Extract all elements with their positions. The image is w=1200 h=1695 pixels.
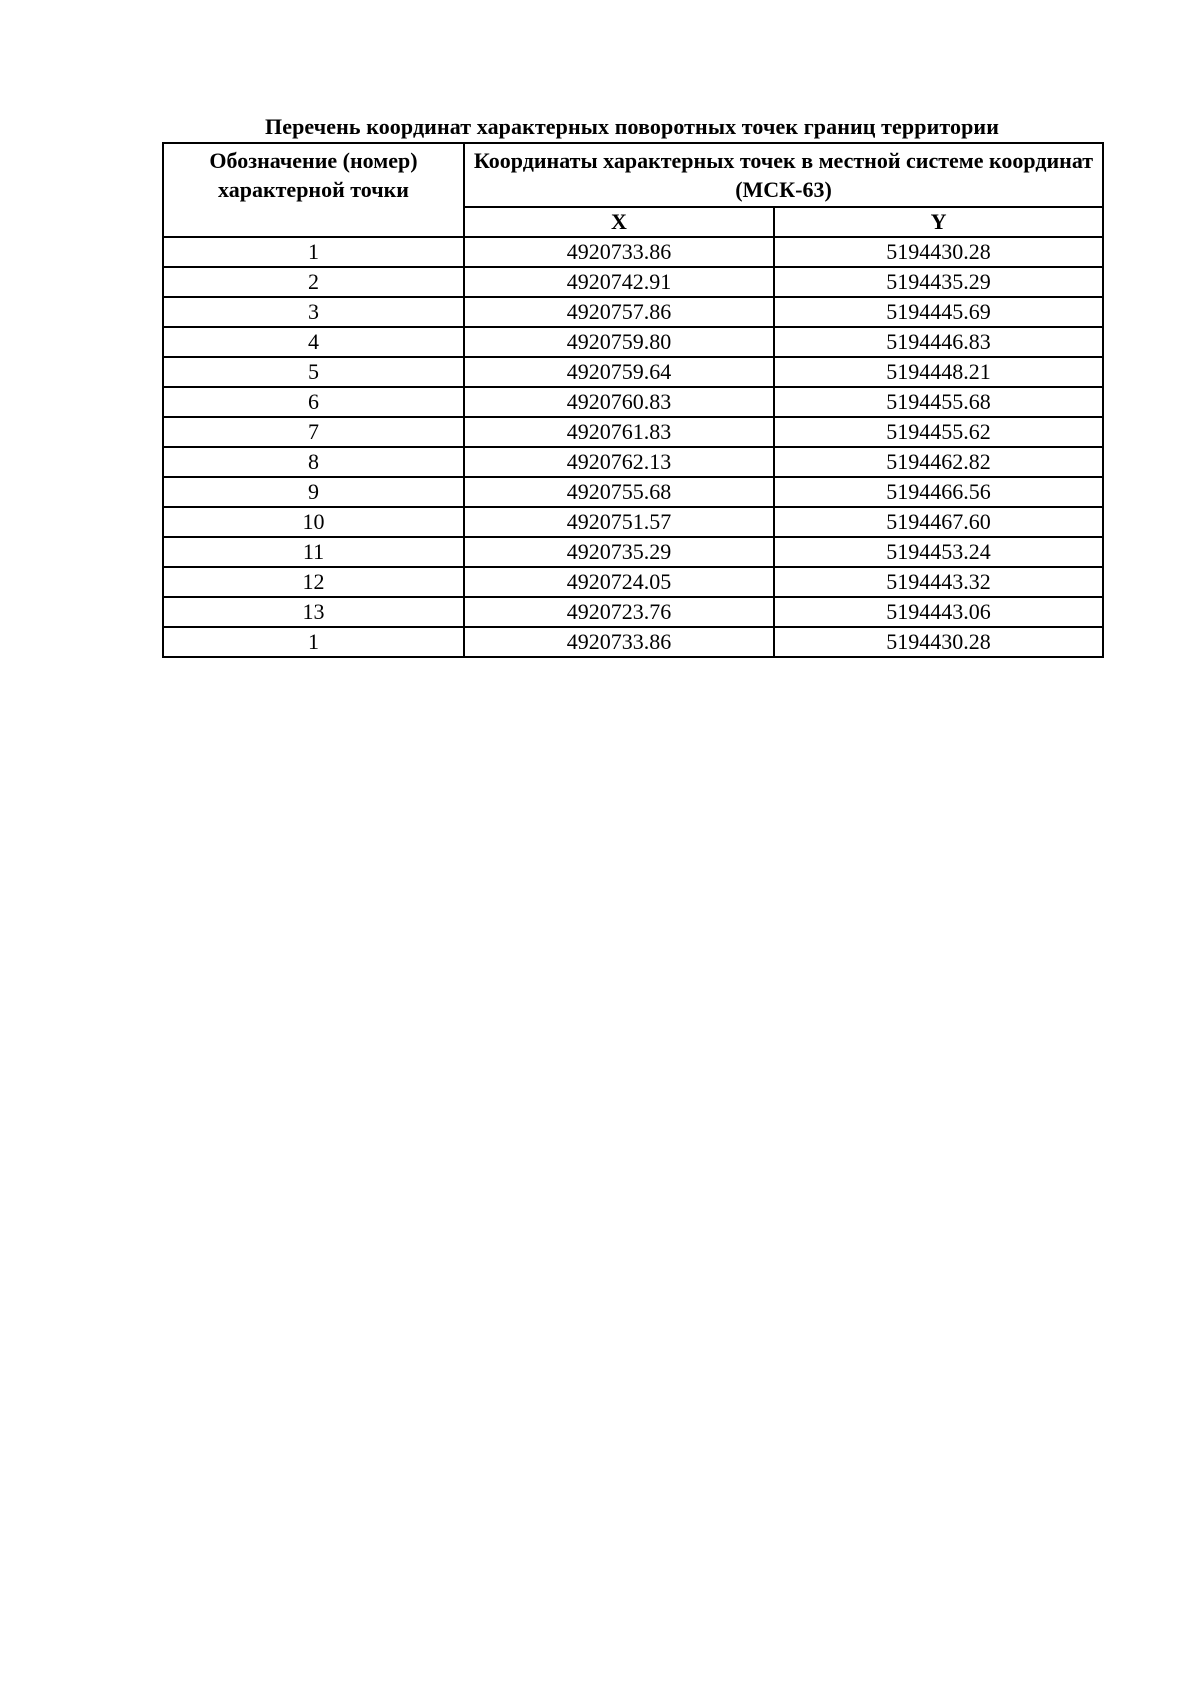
table-row <box>163 417 1103 447</box>
cell-y: 5194462.82 <box>774 447 1103 477</box>
cell-x: 4920724.05 <box>464 567 774 597</box>
cell-point-number: 1 <box>163 237 464 267</box>
cell-point-number: 10 <box>163 507 464 537</box>
cell-point-number: 7 <box>163 417 464 447</box>
cell-x: 4920760.83 <box>464 387 774 417</box>
table-row <box>163 597 1103 627</box>
cell-point-number: 13 <box>163 597 464 627</box>
cell-point-number: 5 <box>163 357 464 387</box>
coordinates-table <box>162 142 1104 658</box>
cell-x: 4920735.29 <box>464 537 774 567</box>
cell-point-number: 4 <box>163 327 464 357</box>
table-row <box>163 477 1103 507</box>
cell-y: 5194466.56 <box>774 477 1103 507</box>
table-body <box>163 237 1103 657</box>
cell-y: 5194443.06 <box>774 597 1103 627</box>
cell-x: 4920759.80 <box>464 327 774 357</box>
table-row <box>163 387 1103 417</box>
cell-y: 5194453.24 <box>774 537 1103 567</box>
cell-x: 4920762.13 <box>464 447 774 477</box>
header-x: X <box>464 207 774 237</box>
cell-y: 5194455.62 <box>774 417 1103 447</box>
table-row <box>163 537 1103 567</box>
cell-point-number: 6 <box>163 387 464 417</box>
cell-point-number: 2 <box>163 267 464 297</box>
table-row <box>163 237 1103 267</box>
cell-y: 5194467.60 <box>774 507 1103 537</box>
table-row <box>163 297 1103 327</box>
cell-y: 5194430.28 <box>774 627 1103 657</box>
cell-point-number: 3 <box>163 297 464 327</box>
table-row <box>163 357 1103 387</box>
cell-x: 4920757.86 <box>464 297 774 327</box>
header-row-main <box>163 143 1103 207</box>
cell-x: 4920742.91 <box>464 267 774 297</box>
table-row <box>163 567 1103 597</box>
cell-x: 4920723.76 <box>464 597 774 627</box>
cell-point-number: 9 <box>163 477 464 507</box>
document-title: Перечень координат характерных поворотных точек границ территории <box>265 114 999 139</box>
cell-point-number: 12 <box>163 567 464 597</box>
cell-x: 4920755.68 <box>464 477 774 507</box>
table-row <box>163 267 1103 297</box>
cell-point-number: 11 <box>163 537 464 567</box>
cell-x: 4920733.86 <box>464 627 774 657</box>
cell-x: 4920733.86 <box>464 237 774 267</box>
table-row <box>163 627 1103 657</box>
cell-x: 4920759.64 <box>464 357 774 387</box>
header-y: Y <box>774 207 1103 237</box>
cell-y: 5194445.69 <box>774 297 1103 327</box>
header-coordinates: Координаты характерных точек в местной системе координат (МСК-63) <box>464 143 1103 207</box>
cell-y: 5194430.28 <box>774 237 1103 267</box>
header-point-number: Обозначение (номер) характерной точки <box>163 143 464 237</box>
table-row <box>163 447 1103 477</box>
cell-y: 5194446.83 <box>774 327 1103 357</box>
table-row <box>163 327 1103 357</box>
cell-point-number: 8 <box>163 447 464 477</box>
cell-point-number: 1 <box>163 627 464 657</box>
cell-y: 5194443.32 <box>774 567 1103 597</box>
cell-x: 4920761.83 <box>464 417 774 447</box>
cell-y: 5194435.29 <box>774 267 1103 297</box>
table-header <box>163 143 1103 237</box>
cell-y: 5194448.21 <box>774 357 1103 387</box>
cell-y: 5194455.68 <box>774 387 1103 417</box>
cell-x: 4920751.57 <box>464 507 774 537</box>
table-row <box>163 507 1103 537</box>
